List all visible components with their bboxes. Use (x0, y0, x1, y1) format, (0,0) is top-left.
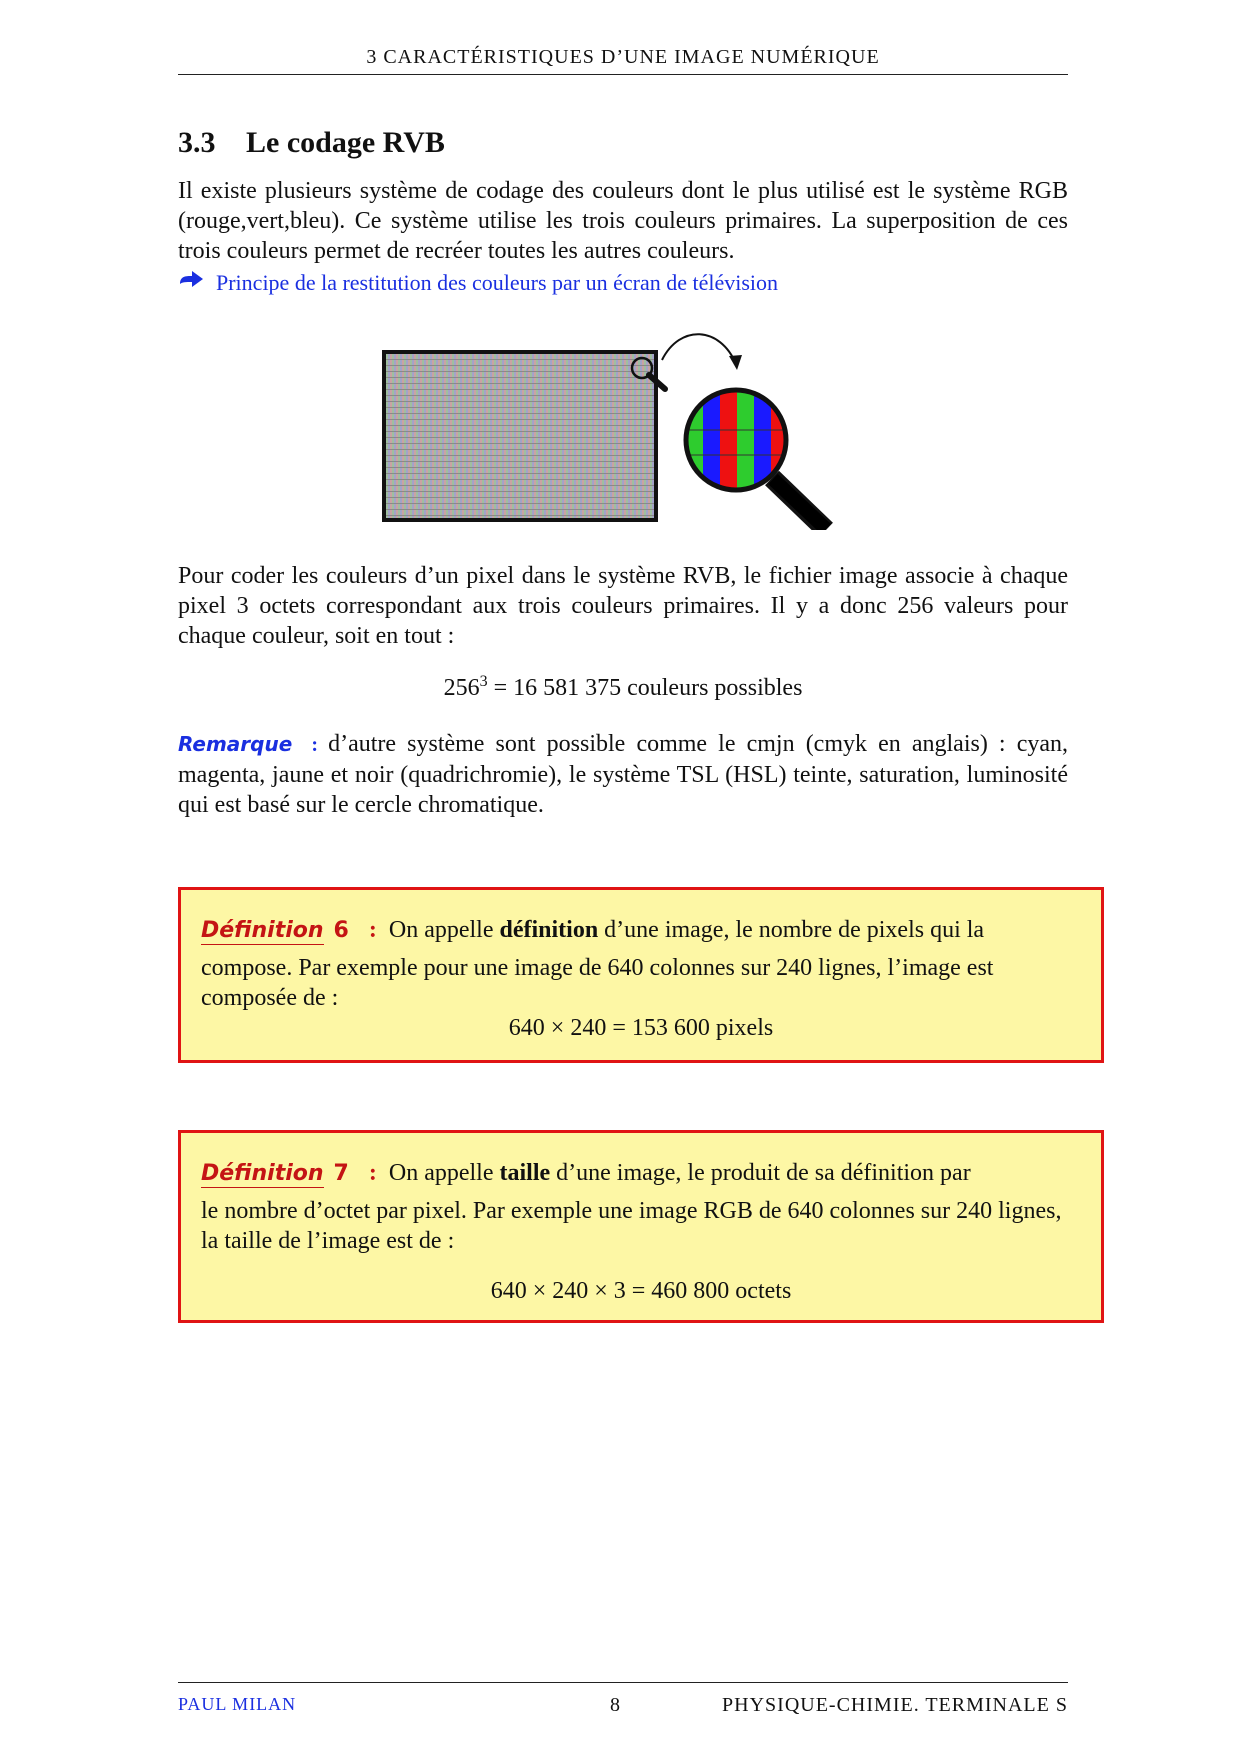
definition-7-formula: 640 × 240 × 3 = 460 800 octets (490, 1278, 792, 1304)
remark-colon: : (311, 734, 319, 756)
definition-6-post: d’une image, le nombre de pixels qui la (598, 917, 985, 943)
definition-7-first-line (201, 1151, 1081, 1196)
section-heading: Le codage RVB (246, 126, 445, 159)
stripe (720, 390, 737, 490)
footer-author: PAUL MILAN (178, 1694, 297, 1714)
remark-label: Remarque (178, 732, 293, 756)
definition-7-pre: On appelle (388, 1160, 500, 1186)
tv-screen (384, 352, 656, 520)
formula-rest: = 16 581 375 couleurs possibles (487, 675, 803, 701)
formula-base: 256 (443, 675, 480, 701)
definition-6-pre: On appelle (388, 917, 500, 943)
color-count-formula (178, 673, 1068, 702)
intro-paragraph: Il existe plusieurs système de codage des couleurs dont le plus utilisé est le système RGB (rouge,vert,bleu). Ce système utilise les trois couleurs primaires. La superposition de ces trois couleurs permet de recréer toutes les autres couleurs. (178, 178, 1068, 264)
definition-6-colon: : (368, 917, 377, 943)
definition-7-text: le nombre d’octet par pixel. Par exemple une image RGB de 640 colonnes sur 240 lignes, la taille de l’image est de : (201, 1198, 1062, 1254)
definition-7-number: 7 (333, 1161, 349, 1186)
definition-6-label: Définition (201, 918, 324, 943)
definition-7-term: taille (499, 1160, 551, 1186)
definition-6-first-line (201, 908, 1081, 953)
arrow-right-icon (178, 270, 208, 296)
remark-text: d’autre système sont possible comme le cmjn (cmyk en anglais) : cyan, magenta, jaune et noir (quadrichromie), le système TSL (HSL) teinte, saturation, luminosité qui est basé sur le cercle chromatique. (178, 731, 1069, 818)
figure-link[interactable] (178, 270, 778, 296)
definition-7-post: d’une image, le produit de sa définition par (550, 1160, 971, 1186)
footer-course: PHYSIQUE-CHIMIE. TERMINALE S (722, 1694, 1068, 1716)
zoom-arrow (662, 334, 736, 364)
definition-6-box (178, 887, 1104, 1063)
definition-7-label: Définition (201, 1161, 324, 1186)
figure-link-text[interactable]: Principe de la restitution des couleurs par un écran de télévision (216, 270, 779, 295)
section-number: 3.3 (178, 126, 216, 159)
running-header: 3 CARACTÉRISTIQUES D’UNE IMAGE NUMÉRIQUE (178, 46, 1068, 75)
page-number: 8 (610, 1694, 620, 1716)
definition-6-text: compose. Par exemple pour une image de 640 colonnes sur 240 lignes, l’image est composée de : (201, 955, 994, 1011)
tv-illustration (380, 330, 870, 530)
section-title (178, 126, 445, 160)
definition-6-number: 6 (333, 918, 349, 943)
tv-pixel-figure (380, 330, 870, 535)
stripe (703, 390, 720, 490)
body-paragraph: Pour coder les couleurs d’un pixel dans le système RVB, le fichier image associe à chaque pixel 3 octets correspondant aux trois couleurs primaires. Il y a donc 256 valeurs pour chaque couleur, soit en tout : (178, 563, 1068, 649)
footer-rule (178, 1682, 1068, 1683)
formula-exponent: 3 (479, 673, 488, 690)
definition-6-term: définition (499, 917, 599, 943)
definition-7-colon: : (368, 1160, 377, 1186)
definition-7-box (178, 1130, 1104, 1323)
stripe (737, 390, 754, 490)
definition-6-formula: 640 × 240 = 153 600 pixels (508, 1015, 774, 1041)
remark-paragraph (178, 729, 1068, 820)
